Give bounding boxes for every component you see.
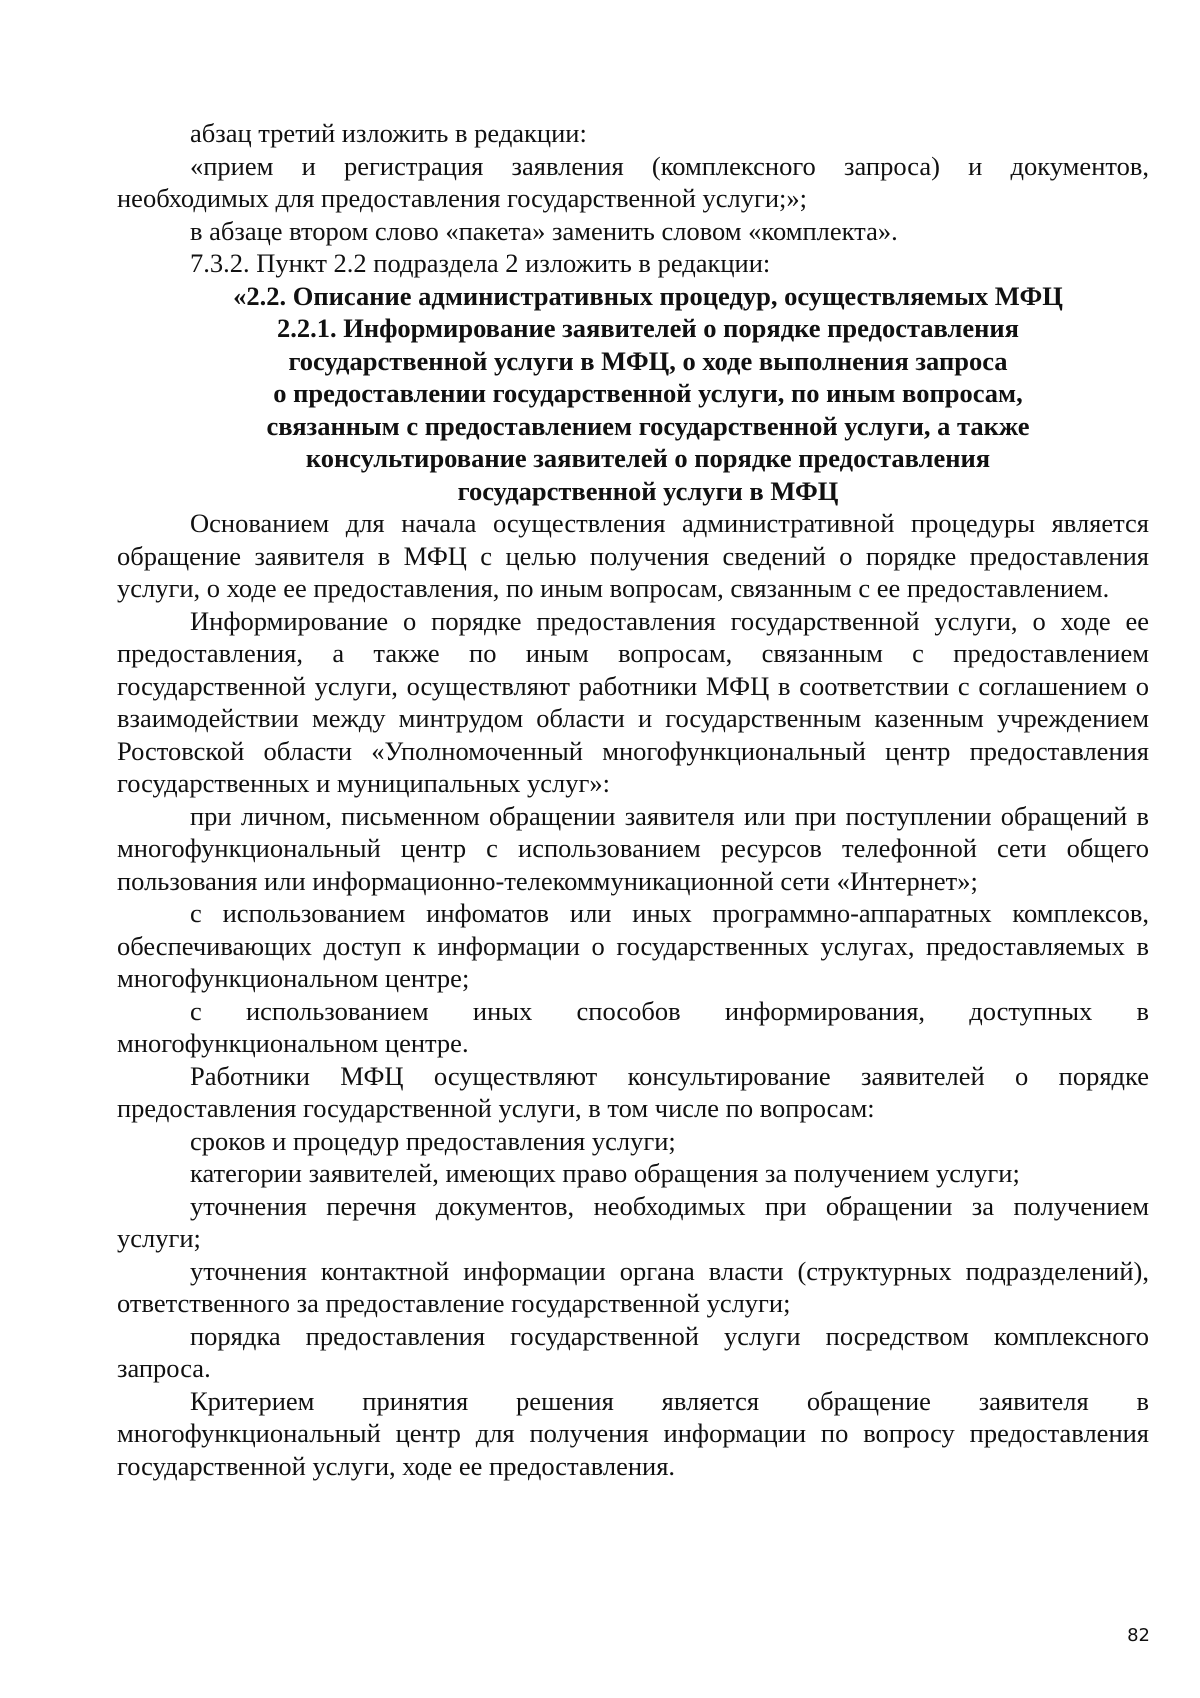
heading-line: 2.2.1. Информирование заявителей о порядке предоставления [276,313,1020,343]
paragraph-categories: категории заявителей, имеющих право обращения за получением услуги; [190,1158,1020,1188]
paragraph-criterion: Критерием принятия решения является обращение заявителя в многофункциональный центр для получения информации по вопросу предоставления государственной услуги, ходе ее предоставления. [117,1385,1149,1481]
paragraph-documents: уточнения перечня документов, необходимых при обращении за получением услуги; [117,1190,1149,1253]
heading-line: связанным с предоставлением государственной услуги, а также [266,410,1030,441]
paragraph-other-methods: с использованием иных способов информирования, доступных в многофункциональном центре. [117,995,1149,1058]
paragraph-infomats: с использованием инфоматов или иных программно-аппаратных комплексов, обеспечивающих доступ к информации о государственных услугах, предоставляемых в многофункциональном центре; [117,898,1149,993]
document-page [117,117,1149,1482]
paragraph-amendment-intro: абзац третий изложить в редакции: [190,118,587,148]
heading-line: государственной услуги в МФЦ, о ходе выполнения запроса [288,345,1008,376]
heading-line: о предоставлении государственной услуги, по иным вопросам, [273,378,1023,408]
page-number: 82 [1127,1625,1150,1646]
paragraph-terms: сроков и процедур предоставления услуги; [190,1125,676,1156]
paragraph-complex-request: порядка предоставления государственной услуги посредством комплексного запроса. [117,1320,1149,1383]
heading-line: консультирование заявителей о порядке предоставления [305,443,991,473]
paragraph-consulting: Работники МФЦ осуществляют консультирование заявителей о порядке предоставления государственной услуги, в том числе по вопросам: [117,1060,1149,1123]
heading-line: государственной услуги в МФЦ [457,475,839,506]
paragraph-informing: Информирование о порядке предоставления государственной услуги, о ходе ее предоставления, а также по иным вопросам, связанным с предоставлением государственной услуги, осуществляют работники МФЦ в соответствии с соглашением о взаимодействии между минтрудом области и государственным казенным учреждением Ростовской области «Уполномоченный многофункциональный центр предоставления государственных и муниципальных услуг»: [117,605,1149,798]
paragraph-contacts: уточнения контактной информации органа власти (структурных подразделений), ответственного за предоставление государственной услуги; [117,1255,1149,1318]
paragraph-amendment-item: 7.3.2. Пункт 2.2 подраздела 2 изложить в редакции: [190,248,771,278]
paragraph-personal-appeal: при личном, письменном обращении заявителя или при поступлении обращений в многофункциональный центр с использованием ресурсов телефонной сети общего пользования или информационно-телекоммуникационной сети «Интернет»; [117,800,1149,896]
section-heading [117,280,1149,508]
paragraph-basis: Основанием для начала осуществления административной процедуры является обращение заявителя в МФЦ с целью получения сведений о порядке предоставления услуги, о ходе ее предоставления, по иным вопросам, связанным с ее предоставлением. [117,508,1149,603]
paragraph-amendment-replace: в абзаце втором слово «пакета» заменить словом «комплекта». [190,215,898,246]
paragraph-amendment-text: «прием и регистрация заявления (комплексного запроса) и документов, необходимых для предоставления государственной услуги;»; [117,150,1149,213]
heading-line: «2.2. Описание административных процедур, осуществляемых МФЦ [233,280,1063,311]
